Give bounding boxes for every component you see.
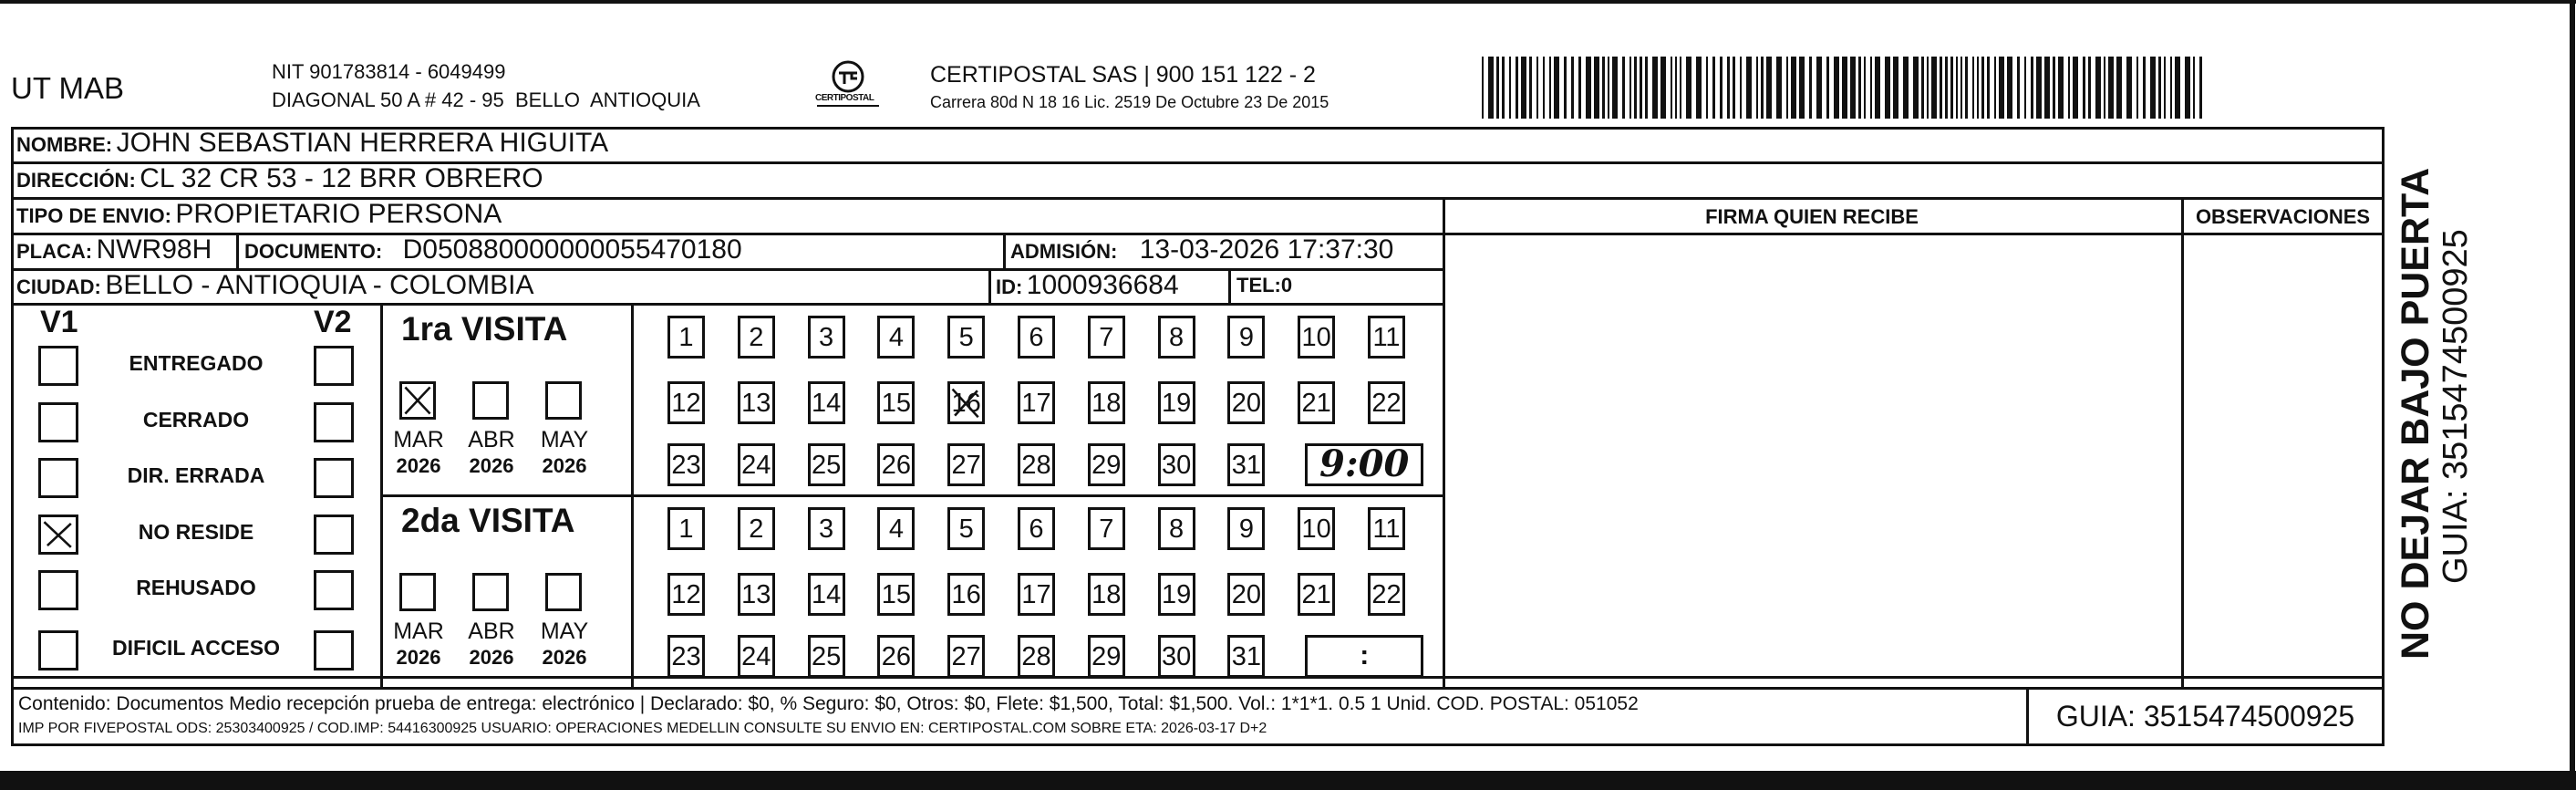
barcode-bar xyxy=(1482,57,1484,119)
day-cell[interactable]: 21 xyxy=(1298,381,1335,424)
day-cell[interactable]: 6 xyxy=(1018,316,1055,359)
barcode-bar xyxy=(1927,57,1929,119)
barcode-bar xyxy=(2073,57,2078,119)
placa-label: PLACA: xyxy=(16,240,93,263)
barcode-bar xyxy=(1999,57,2004,119)
day-cell[interactable]: 6 xyxy=(1018,507,1055,550)
barcode-bar xyxy=(1706,57,1708,119)
barcode-bar xyxy=(2024,57,2026,119)
barcode-bar xyxy=(1956,57,1958,119)
month-checkbox[interactable] xyxy=(472,573,509,611)
barcode-bar xyxy=(1602,57,1605,119)
barcode-bar xyxy=(2068,57,2070,119)
barcode-bar xyxy=(1571,57,1574,119)
check-x-icon xyxy=(402,384,433,417)
barcode-bar xyxy=(1660,57,1666,119)
tipo-envio-value: PROPIETARIO PERSONA xyxy=(175,199,502,229)
check-x-icon xyxy=(950,384,982,421)
barcode-bar xyxy=(2150,57,2156,119)
barcode-bar xyxy=(1761,57,1764,119)
barcode-bar xyxy=(1960,57,1962,119)
day-cell[interactable]: 7 xyxy=(1088,316,1125,359)
day-cell[interactable]: 14 xyxy=(808,381,845,424)
day-cell[interactable]: 19 xyxy=(1158,381,1195,424)
day-cell[interactable]: 9 xyxy=(1227,507,1265,550)
direccion-label: DIRECCIÓN: xyxy=(16,169,136,192)
day-cell[interactable]: 18 xyxy=(1088,381,1125,424)
barcode-bar xyxy=(1594,57,1599,119)
barcode-bar xyxy=(1502,57,1505,119)
barcode-bar xyxy=(2088,57,2091,119)
barcode-bar xyxy=(1554,57,1559,119)
barcode-bar xyxy=(1816,57,1822,119)
firma-header: FIRMA QUIEN RECIBE xyxy=(1705,205,1919,228)
barcode-bar xyxy=(1564,57,1567,119)
documento-value: D050880000000055470180 xyxy=(402,234,742,265)
barcode-bar xyxy=(2170,57,2172,119)
barcode-bar xyxy=(1903,57,1909,119)
barcode-bar xyxy=(2095,57,2101,119)
year-label: 2026 xyxy=(542,646,587,669)
day-cell[interactable]: 15 xyxy=(877,381,915,424)
status-label: CERRADO xyxy=(142,408,250,431)
day-cell[interactable]: 2 xyxy=(738,507,775,550)
month-checkbox[interactable] xyxy=(545,573,582,611)
day-cell[interactable]: 19 xyxy=(1158,573,1195,616)
tipo-envio-label: TIPO DE ENVIO: xyxy=(16,204,171,227)
barcode-bar xyxy=(1994,57,1996,119)
barcode-bar xyxy=(1945,57,1948,119)
day-cell[interactable]: 13 xyxy=(738,573,775,616)
day-cell[interactable]: 4 xyxy=(877,507,915,550)
status-label: DIR. ERRADA xyxy=(127,463,265,487)
barcode-bar xyxy=(1931,57,1937,119)
barcode-bar xyxy=(1977,57,1979,119)
tel-field xyxy=(1236,274,1292,297)
barcode-bar xyxy=(1885,57,1890,119)
month-label: MAR xyxy=(393,427,444,452)
barcode-bar xyxy=(1733,57,1735,119)
barcode-bar xyxy=(1809,57,1812,119)
day-cell[interactable]: 12 xyxy=(667,573,705,616)
status-label: DIFICIL ACCESO xyxy=(111,636,280,660)
day-cell[interactable]: 20 xyxy=(1227,573,1265,616)
carrier-address: Carrera 80d N 18 16 Lic. 2519 De Octubre 23 De 2015 xyxy=(930,93,1329,111)
day-cell[interactable]: 10 xyxy=(1298,507,1335,550)
company-name: UT MAB xyxy=(11,71,125,105)
day-cell[interactable]: 5 xyxy=(947,316,985,359)
day-cell[interactable]: 4 xyxy=(877,316,915,359)
year-label: 2026 xyxy=(469,454,514,477)
v2-checkbox[interactable] xyxy=(314,630,354,670)
barcode-bar xyxy=(1549,57,1551,119)
year-label: 2026 xyxy=(396,454,441,477)
barcode-bar xyxy=(1913,57,1919,119)
day-cell[interactable]: 22 xyxy=(1368,573,1405,616)
day-cell[interactable]: 16 xyxy=(947,381,985,424)
day-cell[interactable]: 29 xyxy=(1088,635,1125,678)
day-cell[interactable]: 9 xyxy=(1227,316,1265,359)
month-label: ABR xyxy=(468,427,515,452)
day-cell[interactable]: 29 xyxy=(1088,443,1125,486)
barcode-bar xyxy=(1578,57,1581,119)
barcode-bar xyxy=(1629,57,1631,119)
status-label: NO RESIDE xyxy=(138,520,254,544)
placa-field xyxy=(16,234,212,265)
day-cell[interactable]: 23 xyxy=(667,635,705,678)
day-cell[interactable]: 14 xyxy=(808,573,845,616)
barcode-bar xyxy=(1521,57,1526,119)
barcode-bar xyxy=(1786,57,1788,119)
direccion-value: CL 32 CR 53 - 12 BRR OBRERO xyxy=(140,163,543,193)
nombre-value: JOHN SEBASTIAN HERRERA HIGUITA xyxy=(116,128,609,158)
barcode-bar xyxy=(1864,57,1866,119)
barcode-bar xyxy=(1671,57,1672,119)
logo-text: CERTIPOSTAL xyxy=(815,93,874,103)
barcode-bar xyxy=(2036,57,2042,119)
barcode-bar xyxy=(1972,57,1974,119)
day-cell[interactable]: 7 xyxy=(1088,507,1125,550)
v1-checkbox[interactable] xyxy=(38,346,78,386)
v2-checkbox[interactable] xyxy=(314,515,354,555)
admision-field xyxy=(1010,234,1393,265)
barcode-bar xyxy=(1536,57,1538,119)
barcode-bar xyxy=(1965,57,1968,119)
page-right-border xyxy=(2570,0,2575,790)
tel-value: 0 xyxy=(1280,274,1293,296)
month-label: MAY xyxy=(540,618,589,644)
barcode-bar xyxy=(2031,57,2033,119)
barcode-bar xyxy=(1586,57,1591,119)
year-label: 2026 xyxy=(396,646,441,669)
barcode-bar xyxy=(1987,57,1990,119)
day-cell[interactable]: 11 xyxy=(1368,316,1405,359)
status-label: REHUSADO xyxy=(136,576,256,599)
day-cell[interactable]: 26 xyxy=(877,443,915,486)
barcode-bar xyxy=(1543,57,1545,119)
barcode-bar xyxy=(2193,57,2195,119)
barcode-bar xyxy=(1799,57,1805,119)
barcode-bar xyxy=(2126,57,2132,119)
day-cell[interactable]: 31 xyxy=(1227,443,1265,486)
barcode-bar xyxy=(1634,57,1637,119)
barcode-bar xyxy=(1826,57,1829,119)
day-cell[interactable]: 8 xyxy=(1158,316,1195,359)
company-address: DIAGONAL 50 A # 42 - 95 BELLO ANTIOQUIA xyxy=(272,88,700,111)
day-cell[interactable]: 8 xyxy=(1158,507,1195,550)
barcode-bar xyxy=(1834,57,1839,119)
barcode-bar xyxy=(2185,57,2190,119)
day-cell[interactable]: 31 xyxy=(1227,635,1265,678)
barcode-bar xyxy=(1766,57,1772,119)
documento-label: DOCUMENTO: xyxy=(244,240,383,263)
barcode-bar xyxy=(2199,57,2202,119)
carrier-name: CERTIPOSTAL SAS | 900 151 122 - 2 xyxy=(930,62,1316,88)
barcode-bar xyxy=(1509,57,1511,119)
barcode-bar xyxy=(1746,57,1752,119)
id-label: ID: xyxy=(996,275,1023,298)
barcode-bar xyxy=(2164,57,2166,119)
month-checkbox[interactable] xyxy=(545,381,582,420)
v2-checkbox[interactable] xyxy=(314,570,354,610)
barcode-bar xyxy=(1776,57,1782,119)
footer-guia: GUIA: 3515474500925 xyxy=(2055,700,2355,733)
day-cell[interactable]: 12 xyxy=(667,381,705,424)
barcode-bar xyxy=(1516,57,1518,119)
barcode-bar xyxy=(1756,57,1758,119)
day-cell[interactable]: 17 xyxy=(1018,381,1055,424)
tipo-envio-row xyxy=(16,199,502,230)
status-label: ENTREGADO xyxy=(129,351,264,375)
barcode-bar xyxy=(1640,57,1642,119)
nombre-row xyxy=(16,128,608,159)
barcode-bar xyxy=(2104,57,2105,119)
barcode-bar xyxy=(1712,57,1715,119)
day-cell[interactable]: 15 xyxy=(877,573,915,616)
barcode-bar xyxy=(2136,57,2138,119)
admision-value: 13-03-2026 17:37:30 xyxy=(1139,234,1394,265)
v1-checkbox[interactable] xyxy=(38,515,78,555)
check-x-icon xyxy=(41,517,76,552)
direccion-row xyxy=(16,163,543,194)
v1-checkbox[interactable] xyxy=(38,630,78,670)
bottom-band xyxy=(0,771,2576,790)
month-checkbox[interactable] xyxy=(399,381,436,420)
side-guia: GUIA: 3515474500925 xyxy=(2436,229,2475,584)
barcode-bar xyxy=(1950,57,1953,119)
barcode-bar xyxy=(1608,57,1609,119)
barcode-bar xyxy=(1791,57,1796,119)
barcode-bar xyxy=(1740,57,1742,119)
day-cell[interactable]: 3 xyxy=(808,316,845,359)
day-cell[interactable]: 18 xyxy=(1088,573,1125,616)
admision-label: ADMISIÓN: xyxy=(1010,240,1118,263)
time-box[interactable]: : xyxy=(1305,635,1423,678)
barcode-bar xyxy=(2143,57,2146,119)
day-cell[interactable]: 25 xyxy=(808,635,845,678)
day-cell[interactable]: 16 xyxy=(947,573,985,616)
barcode-bar xyxy=(2044,57,2050,119)
barcode-bar xyxy=(1921,57,1924,119)
v1-checkbox[interactable] xyxy=(38,402,78,442)
month-label: ABR xyxy=(468,618,515,644)
nombre-label: NOMBRE: xyxy=(16,133,113,156)
barcode-bar xyxy=(1645,57,1648,119)
barcode-bar xyxy=(1680,57,1681,119)
barcode-bar xyxy=(1893,57,1898,119)
day-cell[interactable]: 25 xyxy=(808,443,845,486)
v2-checkbox[interactable] xyxy=(314,346,354,386)
day-cell[interactable]: 24 xyxy=(738,635,775,678)
day-cell[interactable]: 13 xyxy=(738,381,775,424)
contenido-text: Contenido: Documentos Medio recepción prueba de entrega: electrónico | Declarado: $0, % Seguro: $0, Otros: $0, Flete: $1,500, Total: $1,500. Vol.: 1*1*1. 0.5 1 Unid. COD. POSTAL: 051052 xyxy=(18,693,1639,714)
barcode-bar xyxy=(1675,57,1677,119)
day-cell[interactable]: 10 xyxy=(1298,316,1335,359)
observaciones-header: OBSERVACIONES xyxy=(2195,205,2371,228)
barcode-bar xyxy=(1858,57,1861,119)
documento-field xyxy=(244,234,742,265)
barcode-bar xyxy=(2007,57,2012,119)
v1-checkbox[interactable] xyxy=(38,458,78,498)
year-label: 2026 xyxy=(469,646,514,669)
month-label: MAY xyxy=(540,427,589,452)
barcode-bar xyxy=(1720,57,1723,119)
barcode-bar xyxy=(1850,57,1856,119)
barcode-bar xyxy=(1652,57,1658,119)
barcode-bar xyxy=(1981,57,1984,119)
visit-title: 1ra VISITA xyxy=(401,310,568,348)
day-cell[interactable]: 3 xyxy=(808,507,845,550)
day-cell[interactable]: 2 xyxy=(738,316,775,359)
month-label: MAR xyxy=(393,618,444,644)
nit: NIT 901783814 - 6049499 xyxy=(272,60,506,83)
barcode-bar xyxy=(1496,57,1499,119)
barcode-bar xyxy=(2108,57,2114,119)
ciudad-field xyxy=(16,270,533,301)
day-cell[interactable]: 23 xyxy=(667,443,705,486)
day-cell[interactable]: 22 xyxy=(1368,381,1405,424)
v2-checkbox[interactable] xyxy=(314,458,354,498)
barcode-bar xyxy=(1622,57,1625,119)
barcode-bar xyxy=(1870,57,1872,119)
barcode-bar xyxy=(2175,57,2180,119)
barcode-bar xyxy=(2058,57,2064,119)
month-checkbox[interactable] xyxy=(399,573,436,611)
barcode-bar xyxy=(1612,57,1618,119)
imp-text: IMP POR FIVEPOSTAL ODS: 25303400925 / COD.IMP: 54416300925 USUARIO: OPERACIONES MEDELLIN CONSULTE SU ENVIO EN: CERTIPOSTAL.COM SOBRE ETA: 2026-03-17 D+2 xyxy=(18,721,1267,736)
month-checkbox[interactable] xyxy=(472,381,509,420)
day-cell[interactable]: 1 xyxy=(667,507,705,550)
day-cell[interactable]: 26 xyxy=(877,635,915,678)
v2-header: V2 xyxy=(314,305,352,339)
year-label: 2026 xyxy=(542,454,587,477)
day-cell[interactable]: 20 xyxy=(1227,381,1265,424)
barcode-bar xyxy=(1696,57,1702,119)
id-value: 1000936684 xyxy=(1026,270,1179,300)
day-cell[interactable]: 11 xyxy=(1368,507,1405,550)
barcode-bar xyxy=(2053,57,2055,119)
day-cell[interactable]: 5 xyxy=(947,507,985,550)
day-cell[interactable]: 27 xyxy=(947,635,985,678)
time-box[interactable]: 9:00 xyxy=(1305,443,1423,486)
no-dejar-bajo-puerta: NO DEJAR BAJO PUERTA xyxy=(2394,167,2437,660)
barcode-bar xyxy=(1529,57,1532,119)
barcode-bar xyxy=(1842,57,1847,119)
day-cell[interactable]: 28 xyxy=(1018,443,1055,486)
id-field xyxy=(996,270,1179,301)
barcode-bar xyxy=(1875,57,1880,119)
barcode-bar xyxy=(1940,57,1942,119)
ciudad-label: CIUDAD: xyxy=(16,275,101,298)
v2-checkbox[interactable] xyxy=(314,402,354,442)
day-cell[interactable]: 27 xyxy=(947,443,985,486)
day-cell[interactable]: 17 xyxy=(1018,573,1055,616)
tel-label: TEL: xyxy=(1236,274,1281,296)
v1-header: V1 xyxy=(40,305,78,339)
day-cell[interactable]: 28 xyxy=(1018,635,1055,678)
ciudad-value: BELLO - ANTIOQUIA - COLOMBIA xyxy=(105,270,534,300)
barcode-bar xyxy=(1686,57,1691,119)
day-cell[interactable]: 21 xyxy=(1298,573,1335,616)
day-cell[interactable]: 1 xyxy=(667,316,705,359)
barcode-bar xyxy=(1727,57,1730,119)
barcode xyxy=(1482,57,2202,119)
page-top-border xyxy=(0,0,2576,4)
barcode-bar xyxy=(2017,57,2020,119)
barcode-bar xyxy=(2158,57,2161,119)
day-cell[interactable]: 30 xyxy=(1158,443,1195,486)
placa-value: NWR98H xyxy=(96,234,212,265)
v1-checkbox[interactable] xyxy=(38,570,78,610)
barcode-bar xyxy=(2083,57,2085,119)
day-cell[interactable]: 24 xyxy=(738,443,775,486)
visit-title: 2da VISITA xyxy=(401,502,575,539)
barcode-bar xyxy=(2116,57,2122,119)
barcode-bar xyxy=(1488,57,1494,119)
certipostal-logo xyxy=(812,58,885,113)
day-cell[interactable]: 30 xyxy=(1158,635,1195,678)
